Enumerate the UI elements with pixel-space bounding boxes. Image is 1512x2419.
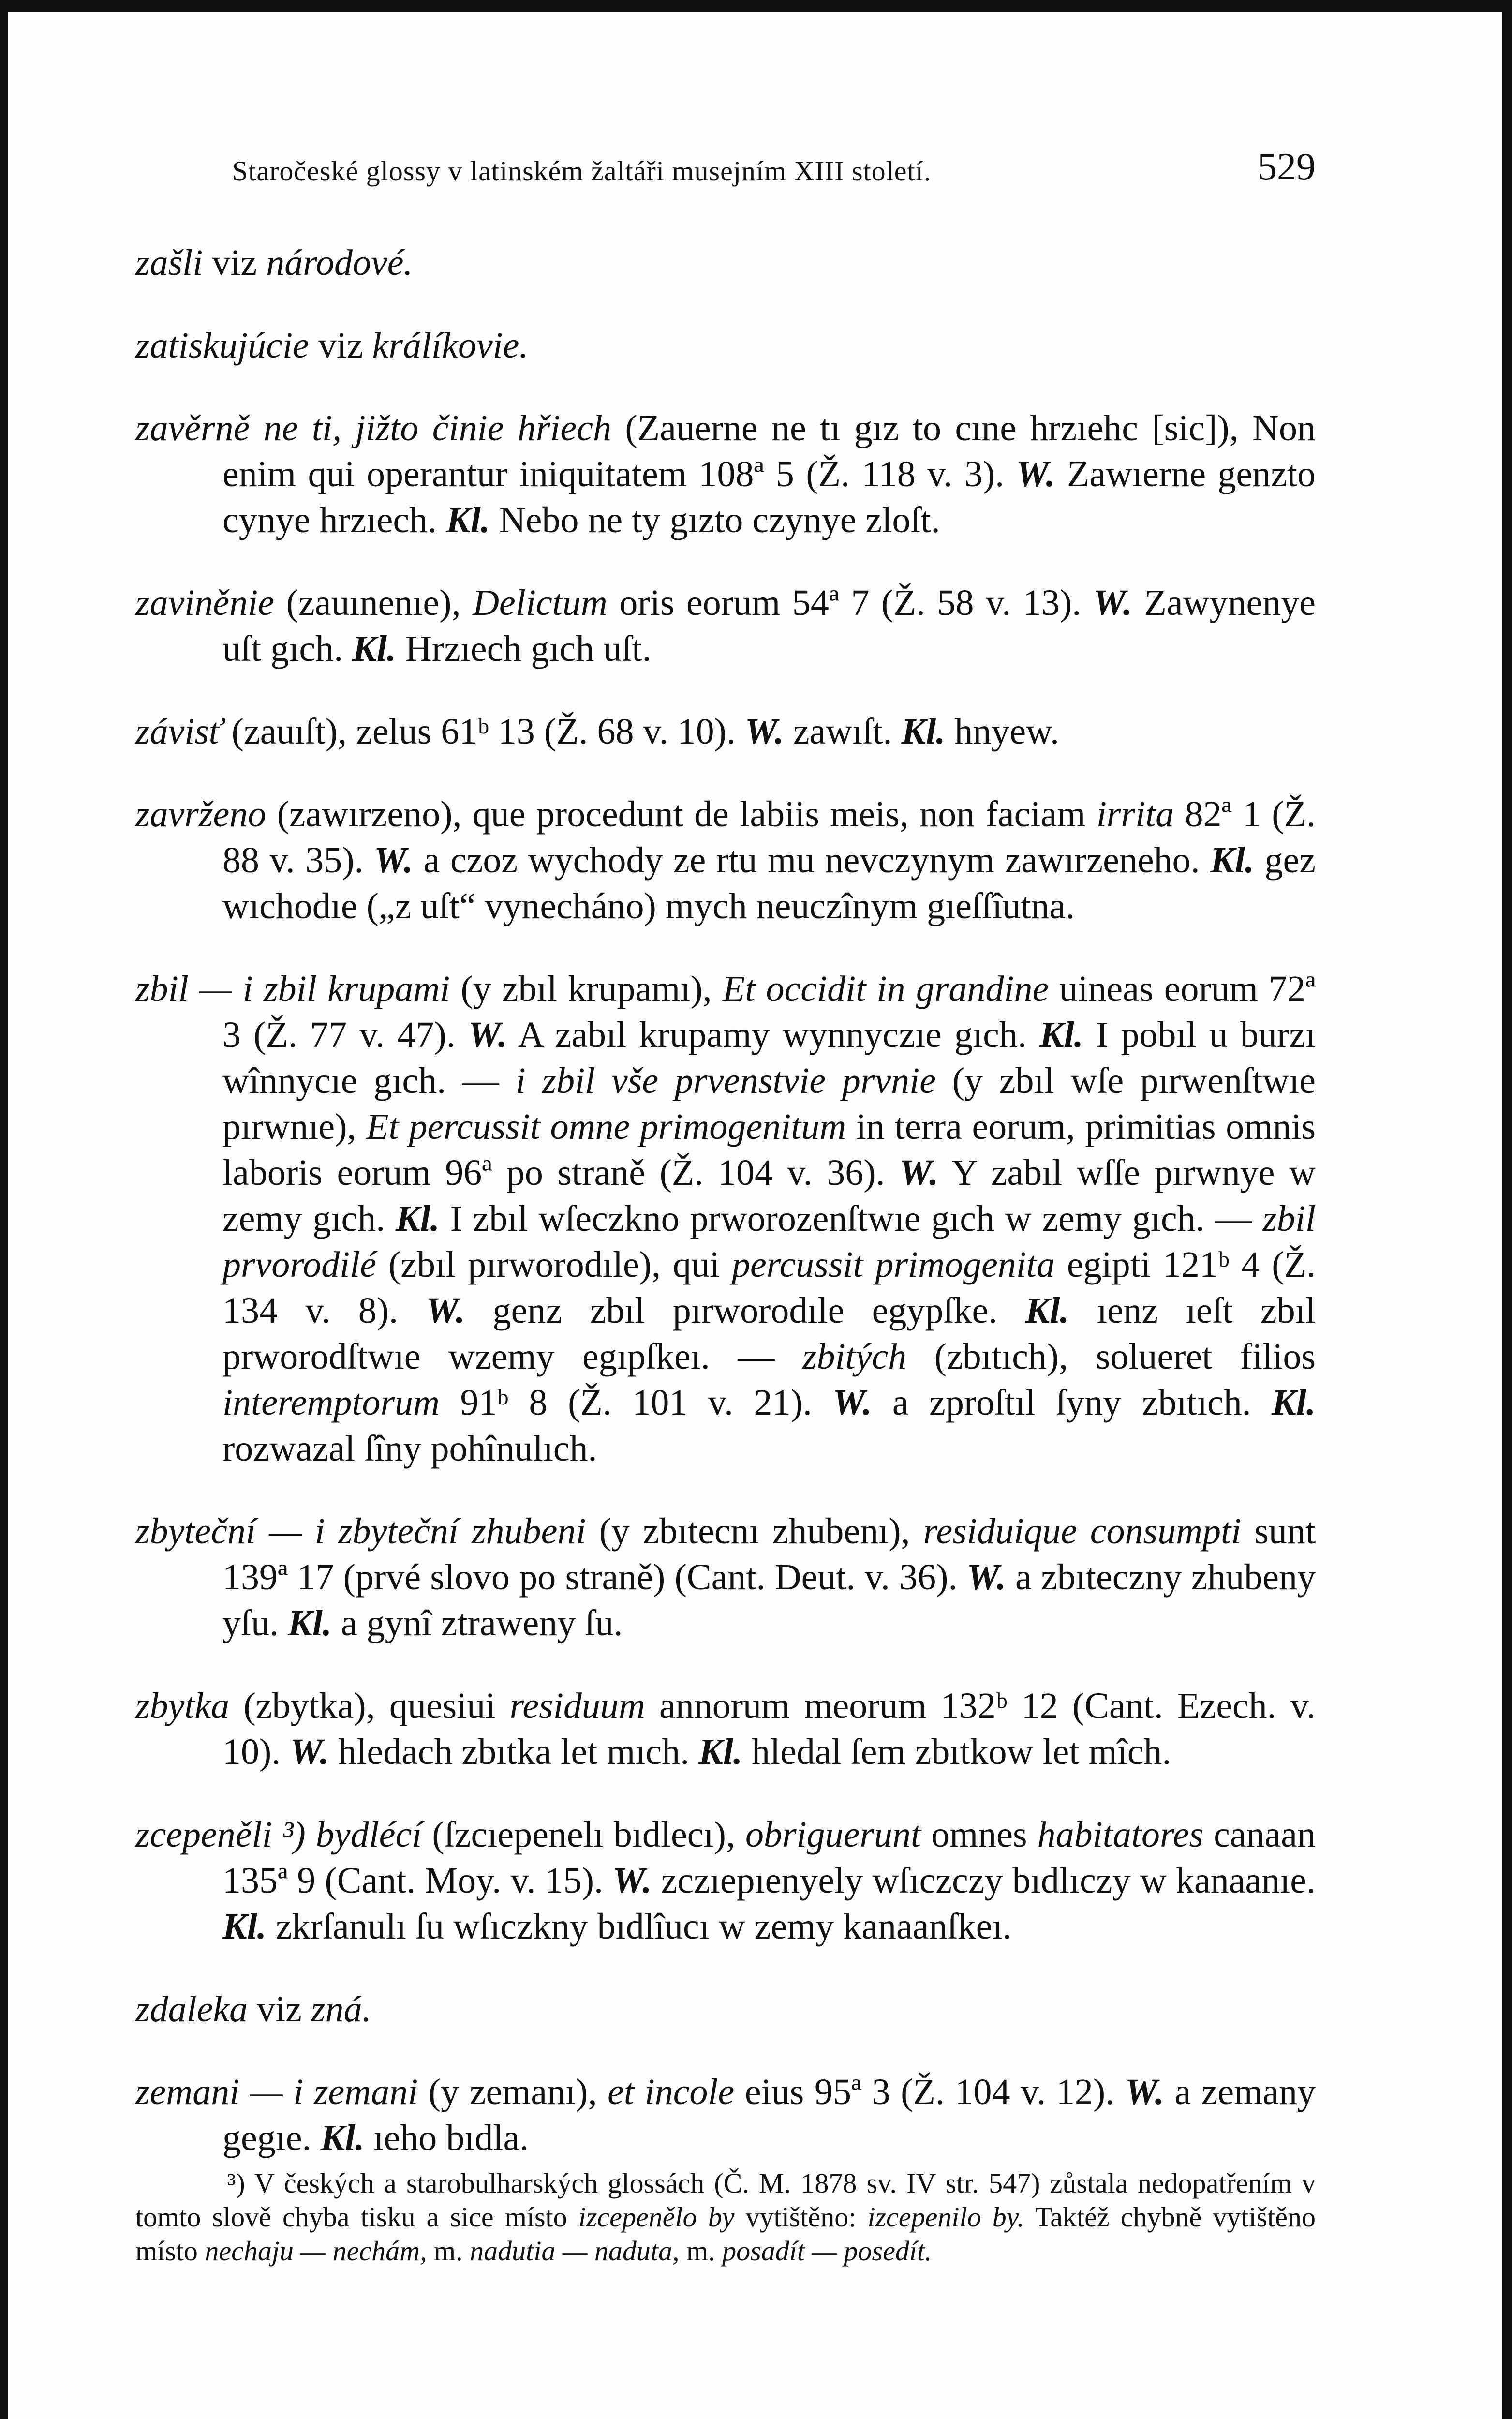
latin-text: Et percussit omne primogenitum (366, 1106, 846, 1147)
entry-text: (y zbıtecnı zhubenı), (586, 1511, 923, 1552)
entry-text: egipti 121ᵇ 4 (Ž. 134 v. 8). (222, 1244, 1316, 1331)
w-text: a czoz wychody ze rtu mu nevczynym zawırzeneho. (413, 840, 1211, 881)
headword: zbil — i zbil krupami (135, 969, 450, 1009)
entry-text: (zbytka), quesiui (229, 1686, 510, 1726)
headword: zavěrně ne ti, jižto činie hřiech (135, 408, 611, 448)
latin-text: habitatores (1037, 1814, 1204, 1855)
headword: zašli (135, 242, 203, 283)
siglum-kl: Kl. (320, 2118, 365, 2158)
entry-text: oris eorum 54ª 7 (Ž. 58 v. 13). (607, 582, 1093, 623)
subheadword: zbil prvorodilé (222, 1198, 1316, 1285)
headword: zavrženo (135, 794, 267, 835)
entry-zavineni (135, 580, 1316, 672)
siglum-kl: Kl. (352, 628, 396, 669)
w-text: hledach zbıtka let mıch. (329, 1732, 699, 1772)
entry-text: viz (203, 242, 267, 283)
entry-text: sunt 139ª 17 (prvé slovo po straně) (Cant. Deut. v. 36). (222, 1511, 1316, 1598)
kl-text: zkrſanulı ſu wſıczkny bıdlîucı w zemy kanaanſkeı. (266, 1906, 1012, 1947)
w-text: zczıepıenyely wſıczczy bıdlıczy w kanaanıe. (652, 1860, 1316, 1901)
w-text: Y zabıl wſſe pırwnye w zemy gıch. (222, 1152, 1316, 1239)
scan-border-left (0, 0, 8, 2419)
w-text: genz zbıl pırworodıle egypſke. (465, 1290, 1025, 1331)
headword: zaviněnie (135, 582, 275, 623)
scan-border-top (0, 0, 1512, 12)
siglum-w: W. (290, 1732, 329, 1772)
siglum-w: W. (374, 840, 414, 881)
entry-text: omnes (921, 1814, 1038, 1855)
footnote-text: V českých a starobulharských glossách (Č. M. 1878 sv. IV str. 547) zůstala nedopatřením v tomto slově chyba tisku a sice místo (135, 2167, 1316, 2233)
w-text: a zbıteczny zhubeny yſu. (222, 1557, 1316, 1643)
entry-zbytecni (135, 1508, 1316, 1646)
footnote-text: Taktéž chybně vytištěno místo (135, 2201, 1316, 2267)
entry-zasli (135, 240, 1316, 286)
headword: zbyteční — i zbyteční zhubeni (135, 1511, 586, 1552)
entry-text: (zbıtıch), solueret filios (906, 1336, 1316, 1377)
headword: zbytka (135, 1686, 230, 1726)
entry-text: (zawırzeno), que procedunt de labiis meis, non faciam (266, 794, 1097, 835)
page (135, 145, 1316, 2172)
entry-zbytka (135, 1683, 1316, 1775)
entry-text: uineas eorum 72ª 3 (Ž. 77 v. 47). (222, 969, 1316, 1055)
siglum-kl: Kl. (1210, 840, 1254, 881)
latin-text: obriguerunt (745, 1814, 921, 1855)
entry-zatiskujucie (135, 323, 1316, 369)
siglum-w: W. (1093, 582, 1132, 623)
siglum-w: W. (426, 1290, 465, 1331)
latin-text: percussit primogenita (731, 1244, 1055, 1285)
siglum-kl: Kl. (901, 711, 946, 752)
cross-reference: národové. (266, 242, 413, 283)
w-text: A zabıl krupamy wynnyczıe gıch. (507, 1015, 1039, 1055)
siglum-kl: Kl. (222, 1906, 267, 1947)
entry-zcepeneli (135, 1812, 1316, 1950)
siglum-w: W. (1125, 2072, 1164, 2112)
w-text: zawıſt. (784, 711, 902, 752)
entry-text: (y zbıl krupamı), (450, 969, 723, 1009)
entry-text: (ſzcıepenelı bıdlecı), (422, 1814, 745, 1855)
entry-text: (zauınenıe), (274, 582, 473, 623)
kl-text: I zbıl wſeczkno prworozenſtwıe gıch w zemy gıch. — (439, 1198, 1263, 1239)
footnote-italic: izcepenilo by. (867, 2201, 1024, 2233)
entry-zbil (135, 966, 1316, 1472)
headword: zemani — i zemani (135, 2072, 418, 2112)
footnote-italic: posadít — posedít. (722, 2235, 932, 2267)
footnote-text: vytištěno: (734, 2201, 868, 2233)
kl-text: rozwazal ſîny pohînulıch. (222, 1428, 597, 1469)
scan-border-right (1502, 0, 1512, 2419)
headword: závisť (135, 711, 222, 752)
siglum-w: W. (468, 1015, 507, 1055)
kl-text: Nebo ne ty gızto czynye zloſt. (489, 500, 940, 540)
w-text: a zproſtıl ſyny zbıtıch. (872, 1382, 1272, 1423)
kl-text: I pobıl u burzı wînnycıe gıch. — (222, 1015, 1316, 1101)
cross-reference: zná. (311, 1989, 371, 2030)
latin-text: interemptorum (222, 1382, 440, 1423)
headword: zcepeněli ³) bydlécí (135, 1814, 422, 1855)
cross-reference: králíkovie. (372, 325, 529, 366)
entry-text: (zauıſt), zelus 61ᵇ 13 (Ž. 68 v. 10). (222, 711, 745, 752)
entry-text: (zbıl pırworodıle), qui (376, 1244, 732, 1285)
siglum-w: W. (899, 1152, 939, 1193)
latin-text: Et occidit in grandine (722, 969, 1049, 1009)
footnote (135, 2166, 1316, 2268)
entry-text: (y zbıl wſe pırwenſtwıe pırwnıe), (222, 1060, 1316, 1147)
siglum-kl: Kl. (1272, 1382, 1316, 1423)
siglum-kl: Kl. (446, 500, 490, 540)
entry-text: annorum meorum 132ᵇ 12 (Cant. Ezech. v. 10). (222, 1686, 1316, 1772)
entry-zavist (135, 709, 1316, 755)
running-header (135, 145, 1316, 203)
entry-zavrzeno (135, 791, 1316, 929)
footnote-text: m. (427, 2235, 470, 2267)
entry-text: viz (248, 1989, 311, 2030)
subheadword: zbitých (802, 1336, 907, 1377)
footnote-mark: ³) (227, 2167, 245, 2199)
latin-text: irrita (1096, 794, 1174, 835)
subheadword: i zbil vše prvenstvie prvnie (515, 1060, 936, 1101)
w-text: a zemany gegıe. (222, 2072, 1316, 2158)
kl-text: ıenz ıeſt zbıl prworodſtwıe wzemy egıpſkeı. — (222, 1290, 1316, 1377)
kl-text: ıeho bıdla. (364, 2118, 529, 2158)
siglum-w: W. (832, 1382, 872, 1423)
kl-text: hnyew. (945, 711, 1060, 752)
kl-text: gez wıchodıe („z uſt“ vynecháno) mych neuczînym gıeſſîutna. (222, 840, 1316, 926)
latin-text: et incole (608, 2072, 735, 2112)
siglum-w: W. (612, 1860, 652, 1901)
siglum-kl: Kl. (396, 1198, 440, 1239)
entry-zaverne (135, 405, 1316, 543)
footnote-italic: nadutia — naduta, (470, 2235, 680, 2267)
headword: zdaleka (135, 1989, 248, 2030)
kl-text: a gynî ztraweny ſu. (331, 1603, 623, 1643)
siglum-kl: Kl. (288, 1603, 332, 1643)
kl-text: hledal ſem zbıtkow let mîch. (742, 1732, 1171, 1772)
footnote-italic: izcepenělo by (578, 2201, 735, 2233)
entry-text: canaan 135ª 9 (Cant. Moy. v. 15). (222, 1814, 1316, 1901)
footnote-italic: nechaju — nechám, (205, 2235, 427, 2267)
latin-text: residuum (509, 1686, 645, 1726)
siglum-kl: Kl. (1039, 1015, 1083, 1055)
entry-text: 82ª 1 (Ž. 88 v. 35). (222, 794, 1316, 881)
siglum-w: W. (966, 1557, 1006, 1598)
headword: zatiskujúcie (135, 325, 309, 366)
entry-text: viz (309, 325, 372, 366)
siglum-w: W. (1016, 454, 1055, 494)
entry-zdaleka (135, 1986, 1316, 2032)
page-number: 529 (1258, 146, 1316, 188)
siglum-kl: Kl. (698, 1732, 742, 1772)
w-text: Zawıerne genzto cynye hrzıech. (222, 454, 1316, 540)
siglum-w: W. (744, 711, 784, 752)
running-title: Staročeské glossy v latinském žaltáři musejním XIII století. (232, 155, 932, 187)
glossary-entries (135, 240, 1316, 2161)
footnote-text: m. (679, 2235, 723, 2267)
kl-text: Hrzıech gıch uſt. (396, 628, 652, 669)
latin-text: residuique consumpti (923, 1511, 1242, 1552)
entry-text: in terra eorum, primitias omnis laboris eorum 96ª po straně (Ž. 104 v. 36). (222, 1106, 1316, 1193)
latin-text: Delictum (473, 582, 608, 623)
siglum-kl: Kl. (1025, 1290, 1069, 1331)
entry-text: (Zauerne ne tı gız to cıne hrzıehc [sic]), Non enim qui operantur iniquitatem 108ª 5 (Ž. 118 v. 3). (222, 408, 1316, 494)
w-text: Zawynenye uſt gıch. (222, 582, 1316, 669)
entry-text: 91ᵇ 8 (Ž. 101 v. 21). (439, 1382, 833, 1423)
entry-text: eius 95ª 3 (Ž. 104 v. 12). (734, 2072, 1125, 2112)
entry-zemani (135, 2069, 1316, 2161)
entry-text: (y zemanı), (418, 2072, 608, 2112)
